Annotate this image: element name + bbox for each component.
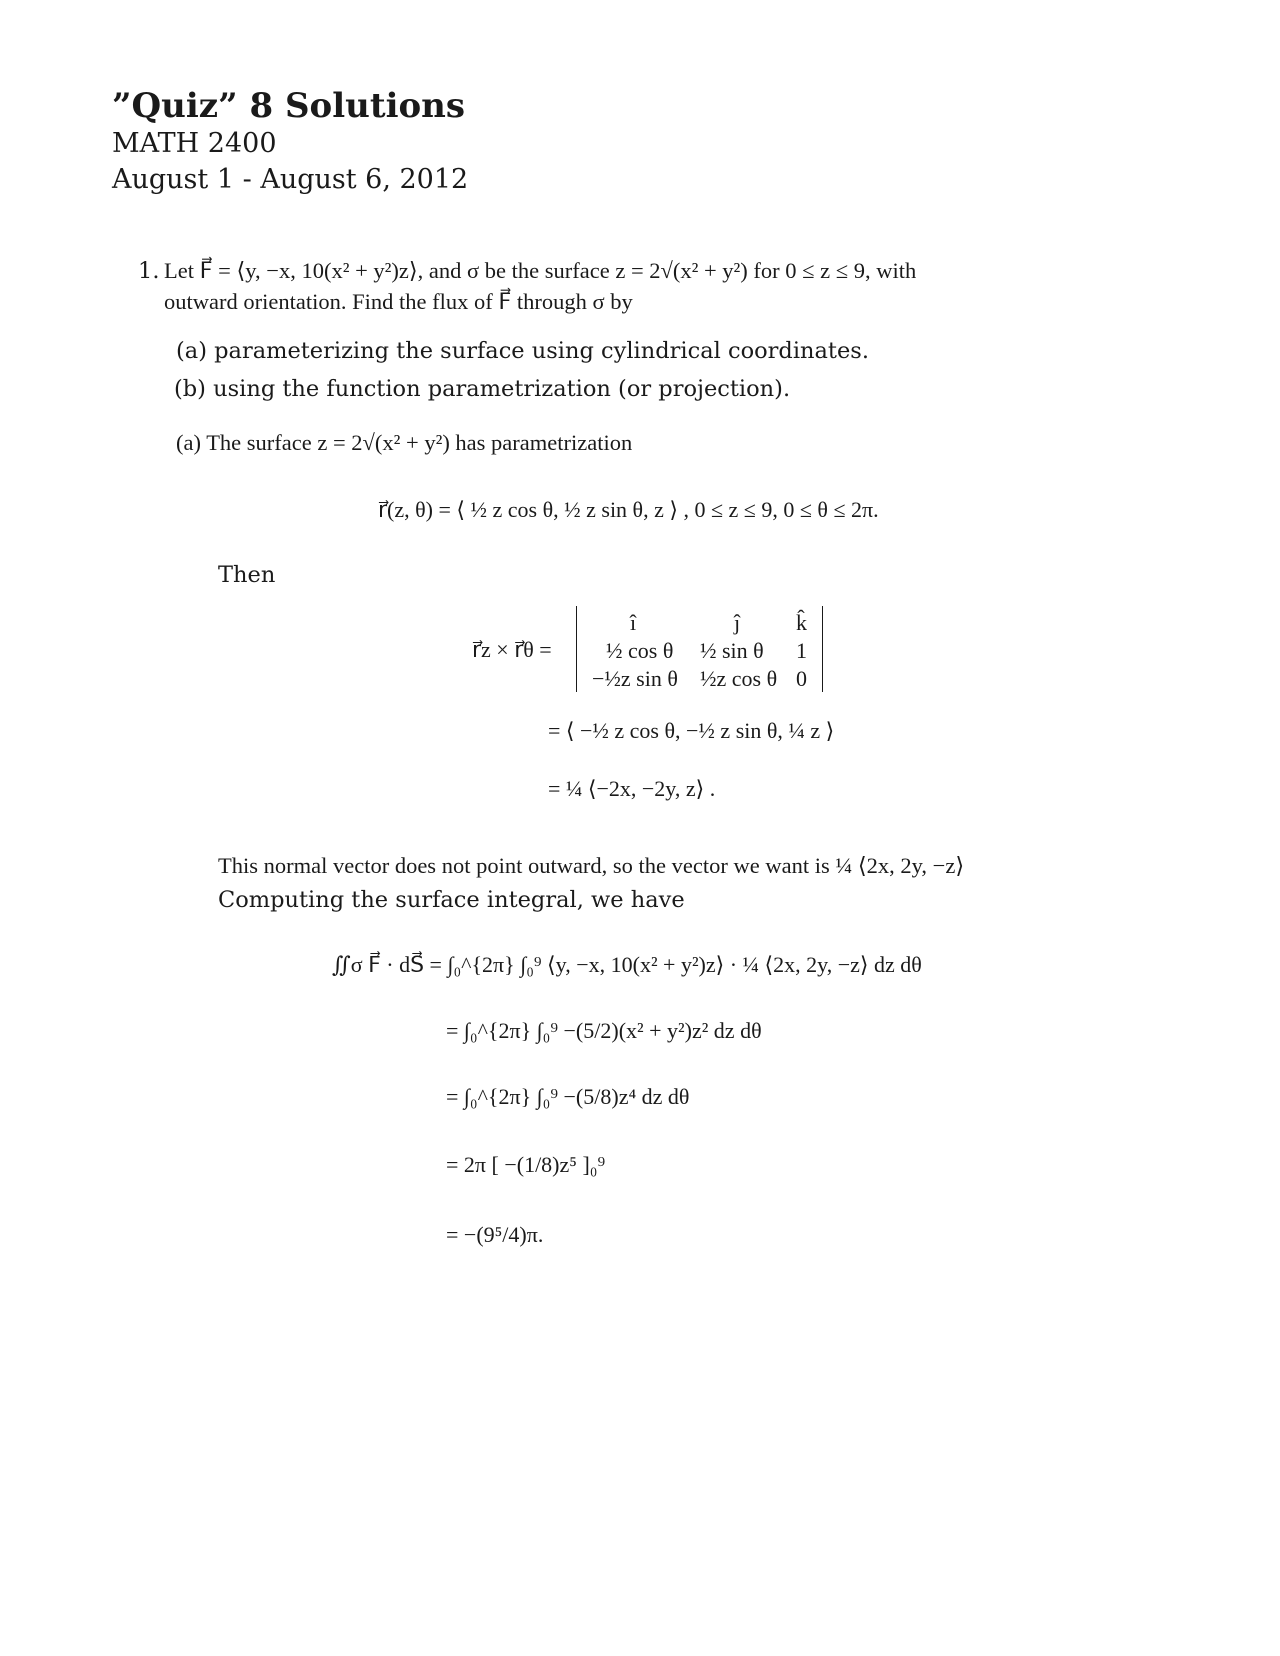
cross-result-2: = ¼ ⟨−2x, −2y, z⟩ .: [548, 776, 716, 801]
det-row3-col3: 0: [796, 666, 807, 691]
problem-statement-line2: outward orientation. Find the flux of F⃗ through σ by: [164, 289, 633, 314]
det-row2-col1: ½ cos θ: [606, 638, 674, 663]
then-label: Then: [218, 562, 276, 588]
solution-a-intro: (a) The surface z = 2√(x² + y²) has parametrization: [176, 430, 633, 455]
problem-statement-line1: Let F⃗ = ⟨y, −x, 10(x² + y²)z⟩, and σ be the surface z = 2√(x² + y²) for 0 ≤ z ≤ 9, with: [164, 258, 917, 283]
determinant-right-bar: [822, 606, 823, 692]
problem-number: 1.: [138, 258, 160, 284]
surface-integral-intro: Computing the surface integral, we have: [218, 887, 685, 913]
det-row1-col2: ĵ: [734, 610, 741, 635]
date-range: August 1 - August 6, 2012: [112, 164, 469, 195]
det-row3-col1: −½z sin θ: [592, 666, 678, 691]
cross-result-1: = ⟨ −½ z cos θ, −½ z sin θ, ¼ z ⟩: [548, 718, 835, 743]
part-b-prompt: (b) using the function parametrization (or projection).: [174, 376, 791, 402]
page-title: ”Quiz” 8 Solutions: [112, 86, 466, 126]
parametrization-equation: r⃗(z, θ) = ⟨ ½ z cos θ, ½ z sin θ, z ⟩ , 0 ≤ z ≤ 9, 0 ≤ θ ≤ 2π.: [378, 497, 879, 522]
det-row1-col3: k̂: [796, 610, 807, 635]
normal-vector-text: This normal vector does not point outward, so the vector we want is ¼ ⟨2x, 2y, −z⟩: [218, 853, 965, 878]
determinant-left-bar: [576, 606, 577, 692]
integral-step-2: = ∫₀^{2π} ∫₀⁹ −(5/2)(x² + y²)z² dz dθ: [446, 1018, 762, 1043]
det-row1-col1: î: [630, 610, 637, 635]
course-name: MATH 2400: [112, 128, 277, 159]
part-a-prompt: (a) parameterizing the surface using cylindrical coordinates.: [176, 338, 869, 364]
det-row3-col2: ½z cos θ: [700, 666, 778, 691]
det-row2-col3: 1: [796, 638, 807, 663]
integral-step-4: = 2π [ −(1/8)z⁵ ]₀⁹: [446, 1152, 606, 1177]
integral-step-5: = −(9⁵/4)π.: [446, 1222, 544, 1247]
cross-product-lhs: r⃗z × r⃗θ =: [472, 637, 552, 662]
det-row2-col2: ½ sin θ: [700, 638, 764, 663]
integral-step-3: = ∫₀^{2π} ∫₀⁹ −(5/8)z⁴ dz dθ: [446, 1084, 690, 1109]
integral-step-1: ∬σ F⃗ · dS⃗ = ∫₀^{2π} ∫₀⁹ ⟨y, −x, 10(x² + y²)z⟩ · ¼ ⟨2x, 2y, −z⟩ dz dθ: [332, 952, 922, 977]
